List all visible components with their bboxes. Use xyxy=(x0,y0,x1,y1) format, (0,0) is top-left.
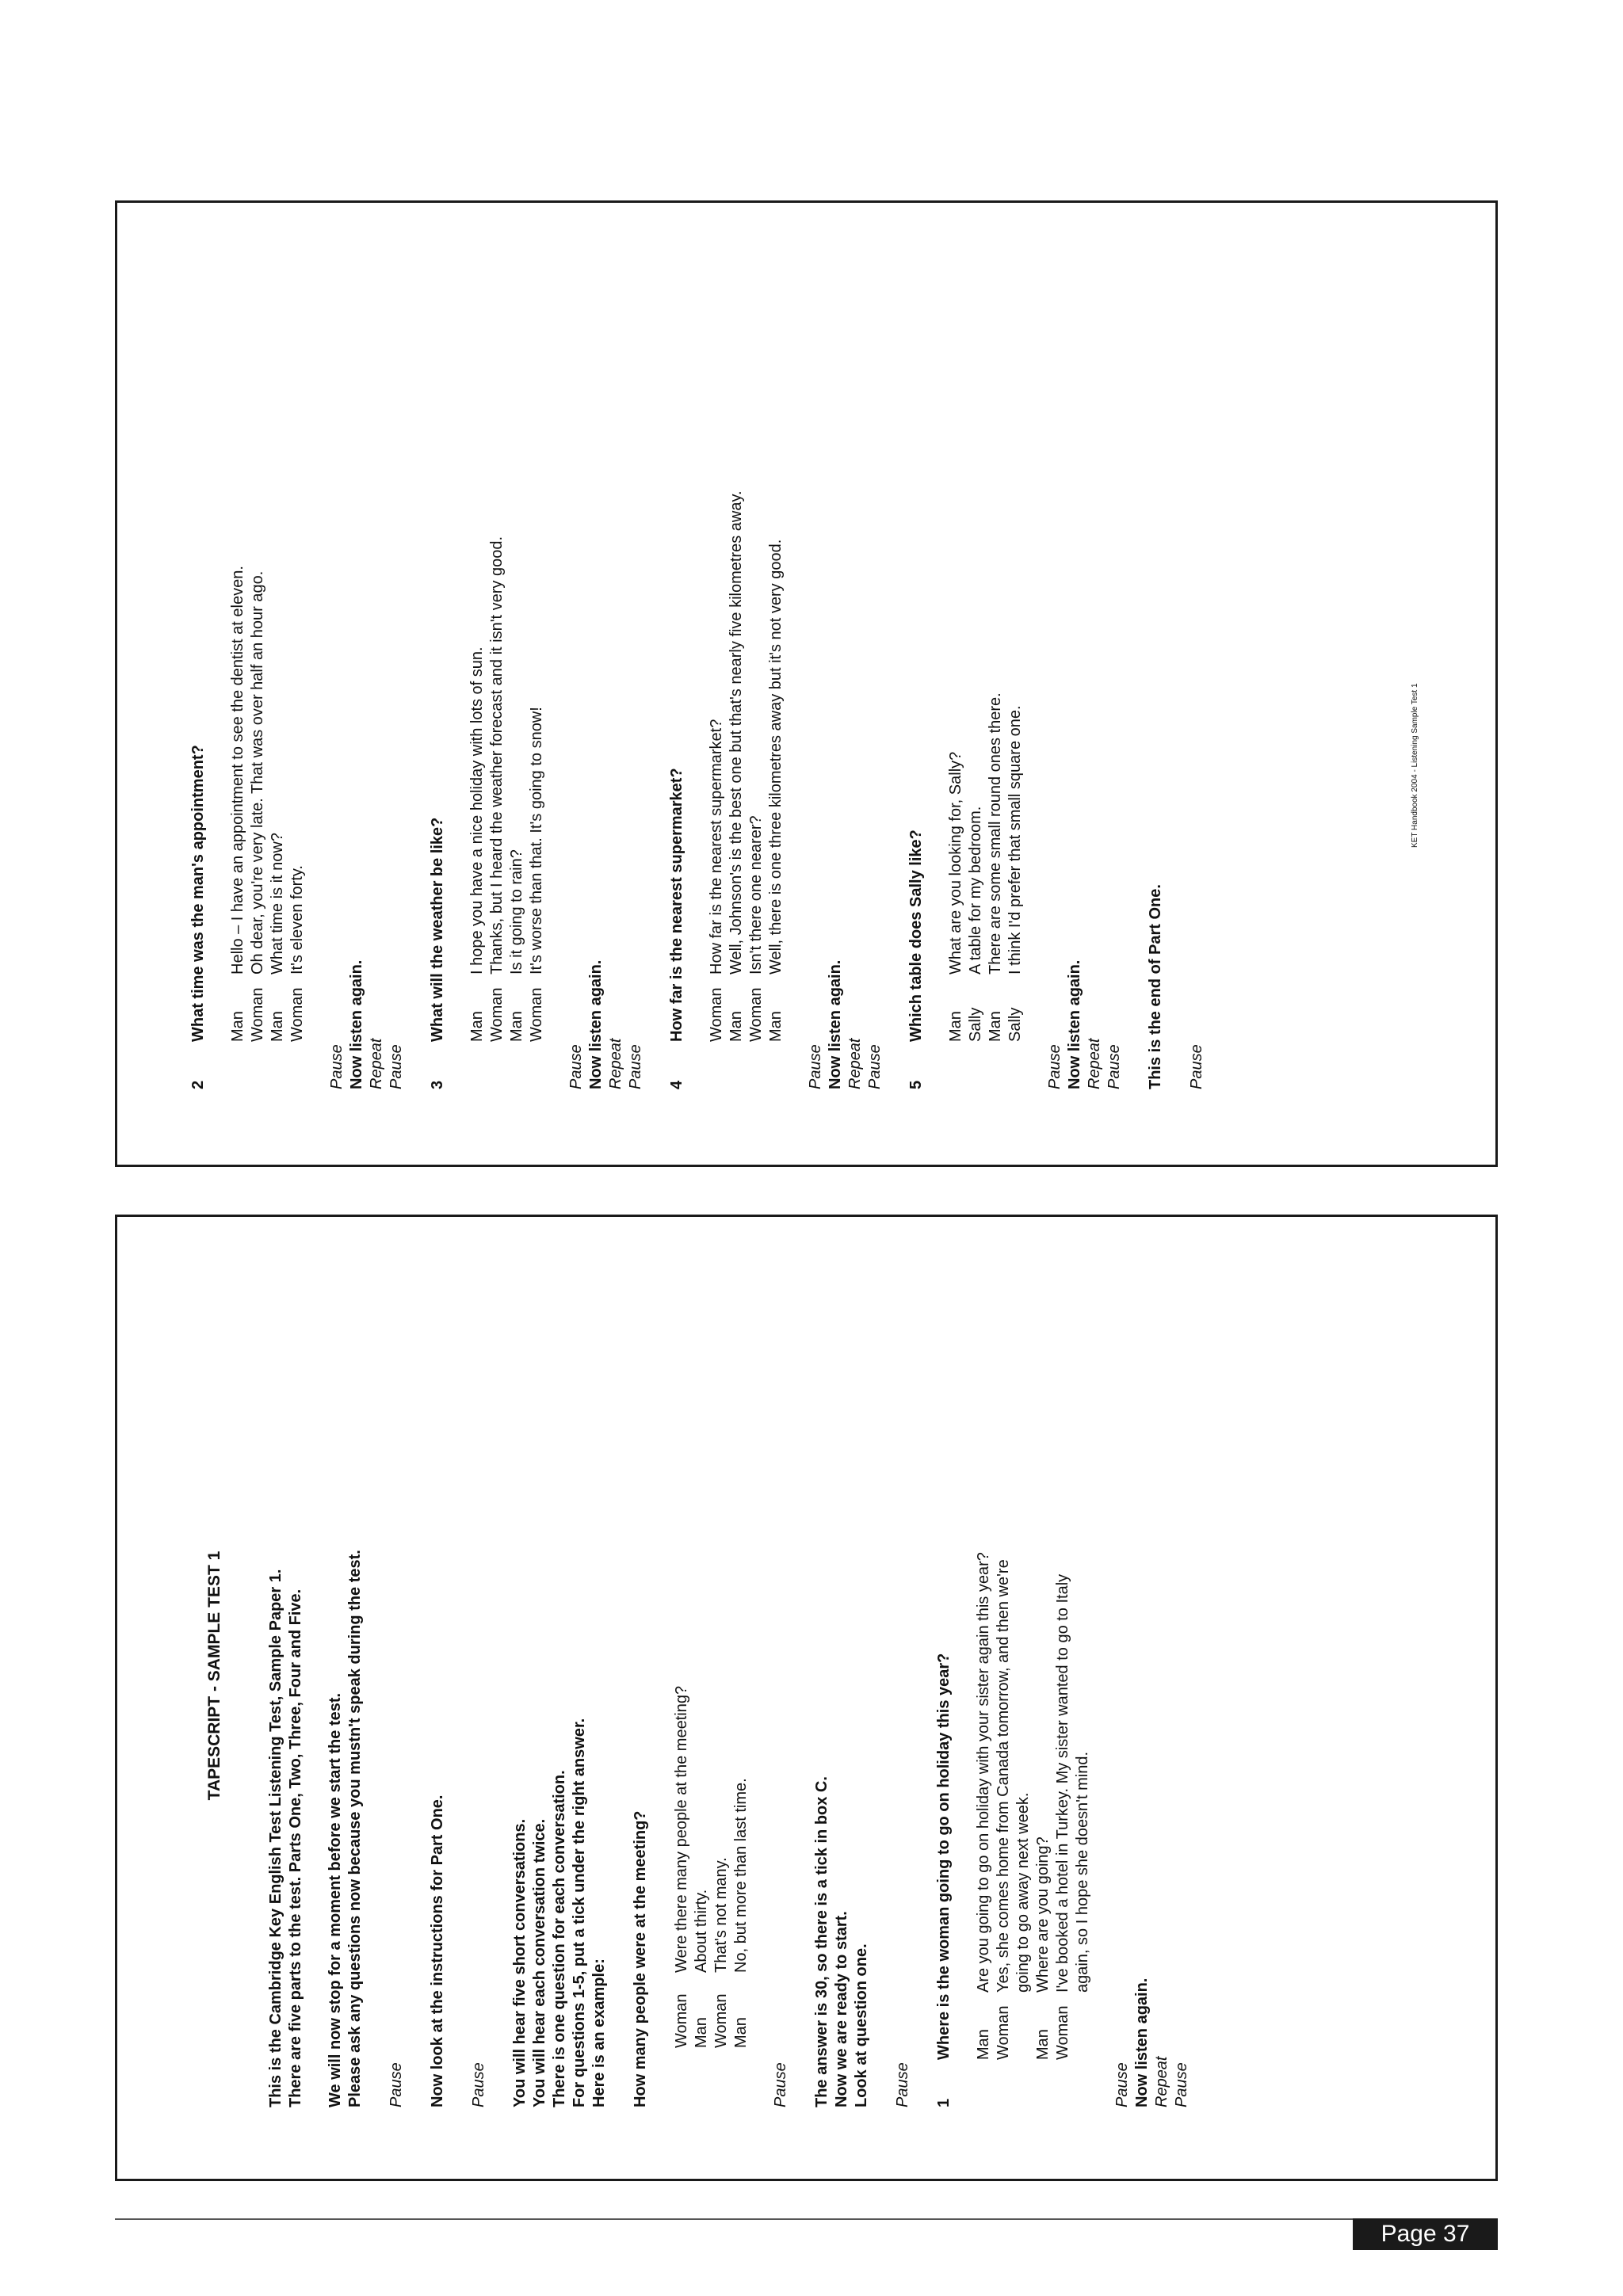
dialog-line: going to go away next week. xyxy=(1014,1792,1032,1993)
dialog-row xyxy=(946,230,966,1042)
dialog-line: Yes, she comes home from Canada tomorrow, and then we're xyxy=(995,1559,1012,1993)
dialog-line: What time is it now? xyxy=(269,833,286,974)
dialog-line: again, so I hope she doesn't mind. xyxy=(1074,1751,1091,1993)
answer-line: The answer is 30, so there is a tick in box C. xyxy=(813,1776,831,2107)
dialog-row xyxy=(1033,1244,1053,2060)
question-text: How far is the nearest supermarket? xyxy=(668,768,685,1042)
repeat-cue: Repeat xyxy=(1086,1038,1103,1089)
dialog-row xyxy=(1014,1244,1033,2060)
pause-cue: Pause xyxy=(388,2062,405,2107)
dialog-line: Are you going to go on holiday with your sister again this year? xyxy=(975,1552,992,1993)
tapescript-panel-top xyxy=(115,200,1498,1167)
question-4-heading xyxy=(667,230,687,1089)
question-number: 1 xyxy=(935,2098,953,2107)
listen-again-cue: Now listen again. xyxy=(1133,1978,1151,2107)
panel-top-content xyxy=(117,200,1498,1165)
question-text: Which table does Sally like? xyxy=(907,830,925,1042)
question-2-heading xyxy=(189,230,208,1089)
dialog-row xyxy=(1073,1244,1093,2060)
speaker: Woman xyxy=(528,987,545,1042)
dialog-line: Oh dear, you're very late. That was over half an hour ago. xyxy=(249,570,266,974)
question-number: 4 xyxy=(668,1080,685,1089)
intro-line: There are five parts to the test. Parts One, Two, Three, Four and Five. xyxy=(287,1589,304,2107)
credit-text: KET Handbook 2004 - Listening Sample Test 1 xyxy=(1411,683,1419,848)
dialog-row xyxy=(974,1244,994,2060)
question-text: Where is the woman going to go on holiday this year? xyxy=(935,1653,953,2060)
instruction-line: You will hear five short conversations. xyxy=(511,1818,529,2107)
question-1-heading xyxy=(934,1244,954,2107)
tapescript-panel-bottom xyxy=(115,1215,1498,2181)
speaker: Woman xyxy=(712,1993,730,2048)
handbook-credit xyxy=(1411,683,1419,848)
dialog-row xyxy=(288,230,307,1042)
listen-again-cue: Now listen again. xyxy=(827,959,844,1089)
question-number: 5 xyxy=(907,1080,925,1089)
dialog-line: Thanks, but I heard the weather forecast and it isn't very good. xyxy=(488,536,506,974)
pause-cue: Pause xyxy=(772,2062,789,2107)
dialog-line: Is it going to rain? xyxy=(508,849,525,974)
listen-again-cue: Now listen again. xyxy=(348,959,365,1089)
page-title: TAPESCRIPT - SAMPLE TEST 1 xyxy=(205,1550,223,1801)
pause-cue: Pause xyxy=(470,2062,487,2107)
dialog-row xyxy=(507,230,527,1042)
speaker: Woman xyxy=(708,987,725,1042)
repeat-cue: Repeat xyxy=(846,1038,864,1089)
repeat-cue: Repeat xyxy=(607,1038,624,1089)
speaker: Man xyxy=(468,1011,486,1042)
dialog-row xyxy=(966,230,986,1042)
instruction-line: You will hear each conversation twice. xyxy=(531,1818,548,2107)
dialog-row xyxy=(986,230,1006,1042)
speaker: Woman xyxy=(488,987,506,1042)
question-text: What will the weather be like? xyxy=(429,817,446,1042)
dialog-line: How far is the nearest supermarket? xyxy=(708,719,725,974)
dialog-line: Well, there is one three kilometres away but it's not very good. xyxy=(767,539,785,974)
speaker: Woman xyxy=(249,987,266,1042)
dialog-row xyxy=(527,230,547,1042)
speaker: Man xyxy=(269,1011,286,1042)
speaker: Man xyxy=(508,1011,525,1042)
page-number-badge xyxy=(1353,2218,1498,2250)
dialog-line: Hello – I have an appointment to see the dentist at eleven. xyxy=(229,566,246,974)
speaker: Man xyxy=(727,1011,745,1042)
listen-again-cue: Now listen again. xyxy=(1066,959,1083,1089)
dialog-line: I've booked a hotel in Turkey. My sister wanted to go to Italy xyxy=(1054,1573,1071,1993)
speaker: Man xyxy=(229,1011,246,1042)
pause-cue: Pause xyxy=(1113,2062,1131,2107)
speaker: Woman xyxy=(673,1993,690,2048)
question-3-heading xyxy=(428,230,448,1089)
dialog-row xyxy=(268,230,288,1042)
dialog-line: About thirty. xyxy=(693,1889,710,1973)
dialog-line: It's worse than that. It's going to snow! xyxy=(528,707,545,974)
instructions-cue: Now look at the instructions for Part One. xyxy=(429,1794,446,2107)
speaker: Sally xyxy=(1006,1007,1024,1042)
speaker: Man xyxy=(732,2017,750,2048)
dialog-line: Were there many people at the meeting? xyxy=(673,1685,690,1973)
dialog-row xyxy=(727,230,747,1042)
dialog-row xyxy=(712,1244,731,2048)
footer-rule xyxy=(115,2218,1498,2220)
dialog-line: Well, Johnson's is the best one but that's nearly five kilometres away. xyxy=(727,490,745,974)
dialog-line: Isn't there one nearer? xyxy=(747,815,765,974)
dialog-line: It's eleven forty. xyxy=(288,865,306,974)
dialog-line: No, but more than last time. xyxy=(732,1778,750,1973)
question-number: 3 xyxy=(429,1080,446,1089)
end-of-part-one: This is the end of Part One. xyxy=(1147,884,1164,1089)
pause-cue: Pause xyxy=(388,1044,405,1089)
repeat-cue: Repeat xyxy=(368,1038,385,1089)
dialog-row xyxy=(468,230,487,1042)
pause-cue: Pause xyxy=(567,1044,585,1089)
pause-cue: Pause xyxy=(328,1044,346,1089)
dialog-row xyxy=(248,230,268,1042)
speaker: Man xyxy=(947,1011,964,1042)
pause-cue: Pause xyxy=(627,1044,644,1089)
dialog-line: What are you looking for, Sally? xyxy=(947,751,964,974)
page-number-text: Page 37 xyxy=(1381,2221,1470,2247)
dialog-row xyxy=(731,1244,751,2048)
speaker: Man xyxy=(987,1011,1004,1042)
pause-cue: Pause xyxy=(894,2062,911,2107)
pause-cue: Pause xyxy=(866,1044,884,1089)
listen-again-cue: Now listen again. xyxy=(587,959,605,1089)
question-1-dialog xyxy=(974,1244,1093,2060)
instruction-line: For questions 1-5, put a tick under the right answer. xyxy=(571,1718,588,2107)
speaker: Woman xyxy=(995,2005,1012,2060)
example-question: How many people were at the meeting? xyxy=(632,1810,649,2107)
question-text: What time was the man's appointment? xyxy=(189,745,207,1042)
example-dialog xyxy=(672,1244,751,2048)
question-2-dialog xyxy=(228,230,307,1042)
question-5-dialog xyxy=(946,230,1025,1042)
instruction-line: There is one question for each conversation. xyxy=(551,1770,568,2107)
panel-bottom-content xyxy=(117,1215,1498,2179)
dialog-row xyxy=(707,230,727,1042)
speaker: Sally xyxy=(967,1007,984,1042)
answer-line: Look at question one. xyxy=(853,1943,870,2107)
question-number: 2 xyxy=(189,1080,207,1089)
pause-cue: Pause xyxy=(1046,1044,1064,1089)
speaker: Man xyxy=(767,1011,785,1042)
dialog-line: A table for my bedroom. xyxy=(967,806,984,974)
intro-line: This is the Cambridge Key English Test Listening Test, Sample Paper 1. xyxy=(267,1569,285,2107)
speaker: Woman xyxy=(747,987,765,1042)
dialog-line: I hope you have a nice holiday with lots of sun. xyxy=(468,646,486,974)
speaker: Man xyxy=(693,2017,710,2048)
dialog-row xyxy=(1006,230,1025,1042)
dialog-line: That's not many. xyxy=(712,1857,730,1973)
pause-cue: Pause xyxy=(807,1044,824,1089)
question-5-heading xyxy=(907,230,926,1089)
speaker xyxy=(1014,1993,1033,2060)
answer-line: Now we are ready to start. xyxy=(833,1911,850,2107)
dialog-row xyxy=(692,1244,712,2048)
dialog-row xyxy=(672,1244,692,2048)
speaker xyxy=(1073,1993,1093,2060)
speaker: Man xyxy=(975,2029,992,2060)
speaker: Man xyxy=(1034,2029,1052,2060)
stop-line: We will now stop for a moment before we start the test. xyxy=(327,1692,344,2107)
speaker: Woman xyxy=(1054,2005,1071,2060)
instruction-line: Here is an example: xyxy=(590,1958,608,2107)
dialog-line: I think I'd prefer that small square one. xyxy=(1006,705,1024,974)
dialog-row xyxy=(994,1244,1014,2060)
repeat-cue: Repeat xyxy=(1153,2056,1170,2107)
pause-cue: Pause xyxy=(1173,2062,1190,2107)
pause-cue: Pause xyxy=(1188,1044,1205,1089)
dialog-line: There are some small round ones there. xyxy=(987,692,1004,974)
dialog-row xyxy=(747,230,766,1042)
stop-line: Please ask any questions now because you mustn't speak during the test. xyxy=(346,1550,364,2107)
question-3-dialog xyxy=(468,230,547,1042)
dialog-row xyxy=(487,230,507,1042)
dialog-row xyxy=(1053,1244,1073,2060)
pause-cue: Pause xyxy=(1106,1044,1123,1089)
dialog-line: Where are you going? xyxy=(1034,1836,1052,1993)
dialog-row xyxy=(228,230,248,1042)
speaker: Woman xyxy=(288,987,306,1042)
dialog-row xyxy=(766,230,786,1042)
question-4-dialog xyxy=(707,230,786,1042)
